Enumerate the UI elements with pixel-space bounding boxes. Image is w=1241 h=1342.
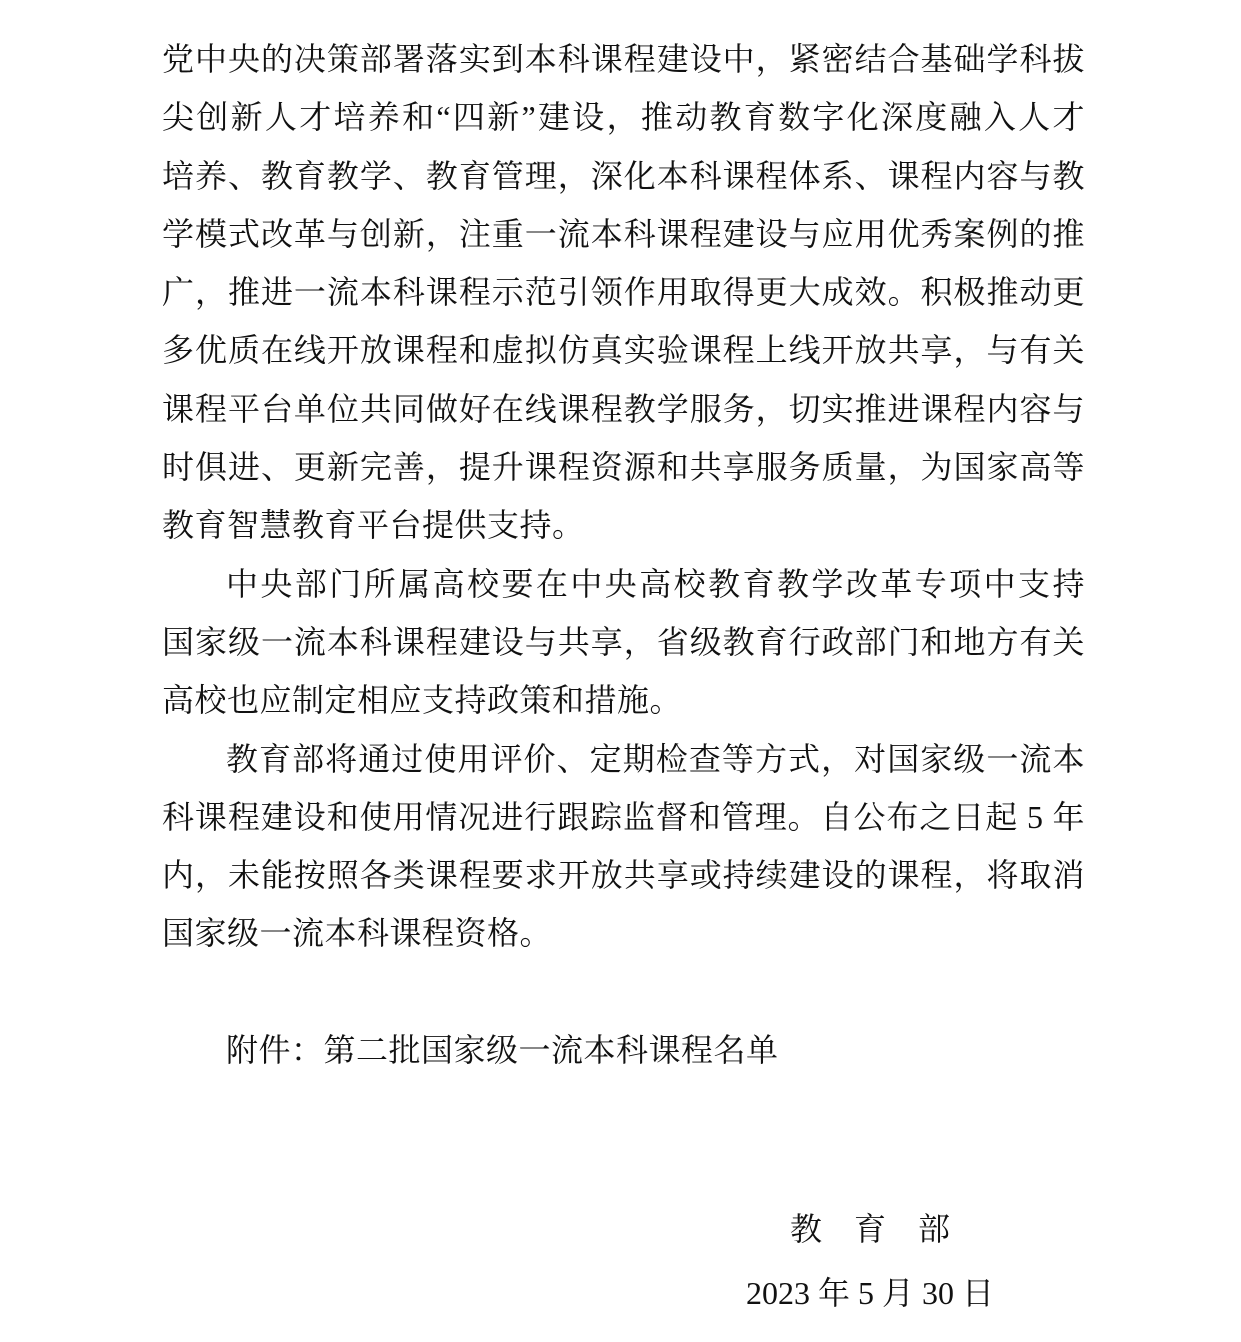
attachment-line: 附件：第二批国家级一流本科课程名单 — [226, 1032, 779, 1069]
text-line: 学模式改革与创新，注重一流本科课程建设与应用优秀案例的推 — [162, 215, 1085, 252]
text-line: 教育部将通过使用评价、定期检查等方式，对国家级一流本 — [226, 740, 1085, 777]
text-line: 中央部门所属高校要在中央高校教育教学改革专项中支持 — [226, 565, 1085, 602]
signature-block — [630, 1197, 1110, 1325]
issuer-name: 教 育 部 — [789, 1211, 950, 1248]
text-line: 国家级一流本科课程建设与共享，省级教育行政部门和地方有关 — [162, 623, 1085, 660]
text-line: 时俱进、更新完善，提升课程资源和共享服务质量，为国家高等 — [162, 449, 1085, 486]
text-line: 教育智慧教育平台提供支持。 — [162, 507, 585, 544]
text-line: 国家级一流本科课程资格。 — [162, 915, 553, 952]
text-line: 科课程建设和使用情况进行跟踪监督和管理。自公布之日起 5 年 — [162, 798, 1085, 835]
text-line: 内，未能按照各类课程要求开放共享或持续建设的课程，将取消 — [162, 857, 1085, 894]
text-line: 课程平台单位共同做好在线课程教学服务，切实推进课程内容与 — [162, 390, 1085, 427]
text-line: 广，推进一流本科课程示范引领作用取得更大成效。积极推动更 — [162, 274, 1085, 311]
text-line: 培养、教育教学、教育管理，深化本科课程体系、课程内容与教 — [162, 157, 1085, 194]
text-line: 高校也应制定相应支持政策和措施。 — [162, 682, 683, 719]
text-line: 多优质在线开放课程和虚拟仿真实验课程上线开放共享，与有关 — [162, 332, 1085, 369]
text-line: 党中央的决策部署落实到本科课程建设中，紧密结合基础学科拔 — [162, 41, 1085, 77]
issue-date: 2023 年 5 月 30 日 — [745, 1275, 994, 1312]
document-body — [162, 30, 1085, 963]
text-line: 尖创新人才培养和“四新”建设，推动教育数字化深度融入人才 — [162, 99, 1085, 136]
